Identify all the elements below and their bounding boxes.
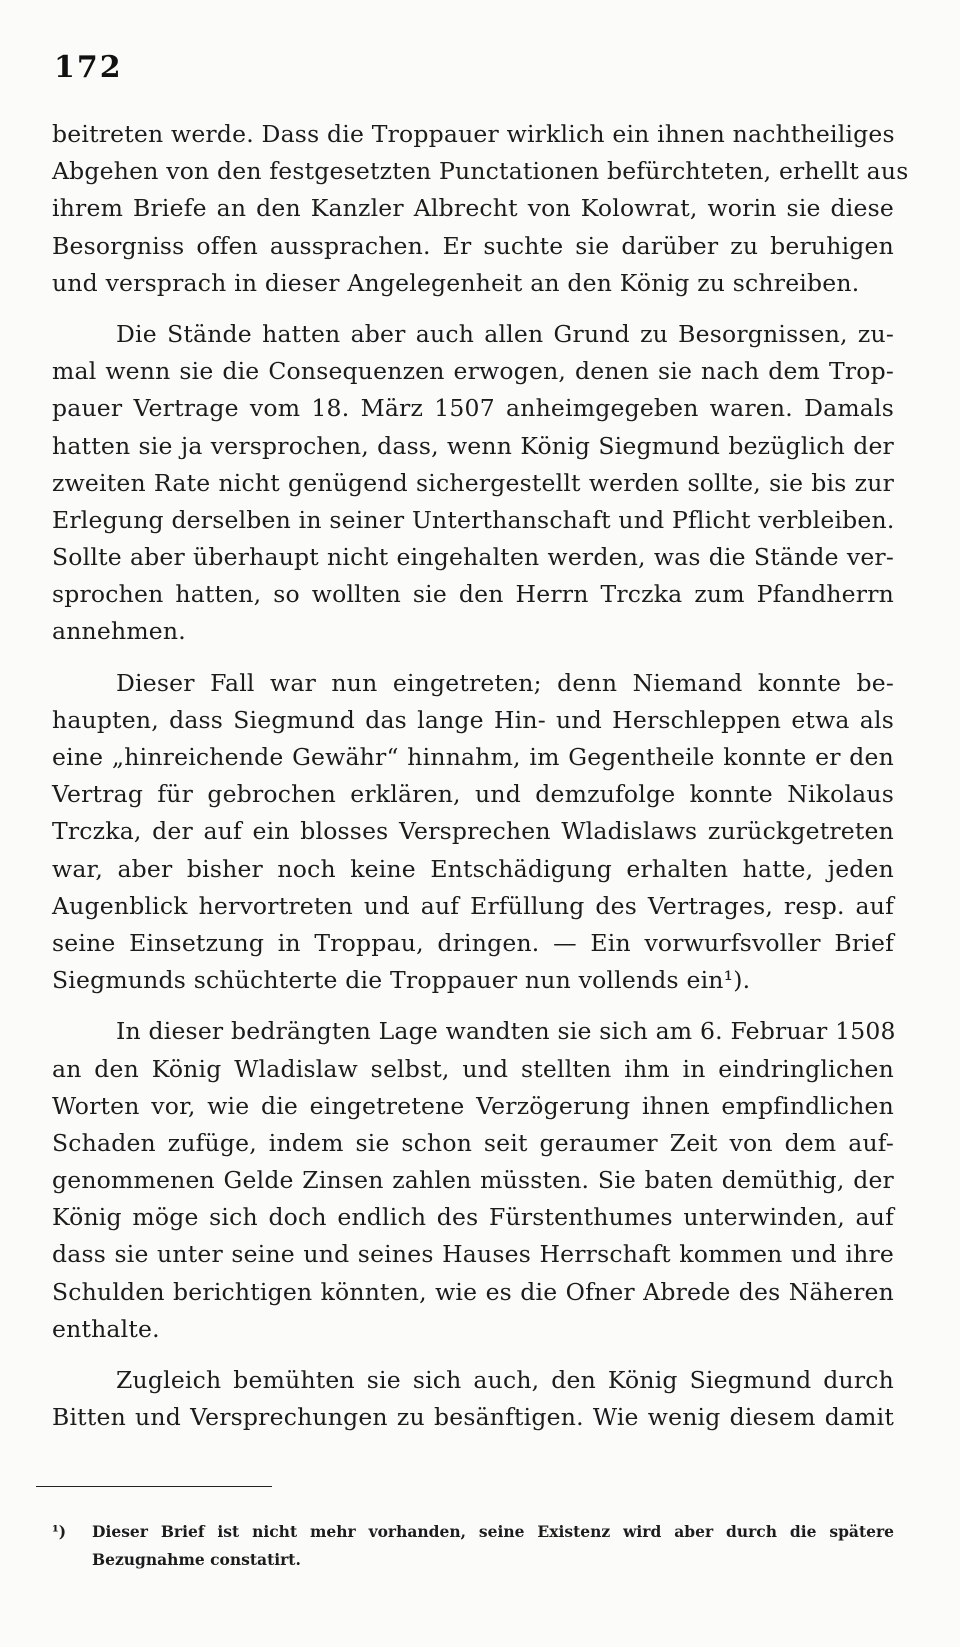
text-line: beitreten werde. Dass die Troppauer wirklich ein ihnen nachtheiliges	[52, 120, 895, 148]
text-line: dass sie unter seine und seines Hauses Herrschaft kommen und ihre	[52, 1240, 894, 1269]
text-line: Erlegung derselben in seiner Unterthanschaft und Pflicht verbleiben.	[52, 505, 895, 534]
text-line: seine Einsetzung in Troppau, dringen. — Ein vorwurfsvoller Brief	[52, 928, 894, 957]
text-line: Worten vor, wie die eingetretene Verzögerung ihnen empfindlichen	[52, 1091, 894, 1120]
text-line: Siegmunds schüchterte die Troppauer nun vollends ein¹).	[52, 966, 751, 995]
paragraph-4	[52, 1013, 894, 1348]
footnote-text: Dieser Brief ist nicht mehr vorhanden, seine Existenz wird aber durch die spätere	[92, 1522, 894, 1541]
body-text	[52, 116, 909, 1436]
text-line: und versprach in dieser Angelegenheit an den König zu schreiben.	[52, 268, 860, 297]
text-line: enthalte.	[52, 1314, 160, 1343]
text-line: In dieser bedrängten Lage wandten sie sich am 6. Februar 1508	[116, 1017, 896, 1046]
text-line: Abgehen von den festgesetzten Punctationen befürchteten, erhellt aus	[52, 157, 909, 186]
paragraph-1	[52, 116, 909, 302]
text-line: annehmen.	[52, 617, 186, 646]
text-line: Dieser Fall war nun eingetreten; denn Niemand konnte be-	[116, 668, 894, 697]
text-line: König möge sich doch endlich des Fürstenthumes unterwinden, auf	[52, 1203, 894, 1232]
footnote-marker: ¹)	[52, 1522, 67, 1541]
text-line: Augenblick hervortreten und auf Erfüllung des Vertrages, resp. auf	[52, 891, 894, 920]
text-line: Besorgniss offen aussprachen. Er suchte sie darüber zu beruhigen	[52, 231, 894, 260]
text-line: Zugleich bemühten sie sich auch, den König Siegmund durch	[116, 1366, 894, 1394]
text-line: ihrem Briefe an den Kanzler Albrecht von Kolowrat, worin sie diese	[52, 194, 894, 223]
text-line: Schaden zufüge, indem sie schon seit geraumer Zeit von dem auf-	[52, 1128, 894, 1157]
text-line: genommenen Gelde Zinsen zahlen müssten. Sie baten demüthig, der	[52, 1166, 894, 1195]
footnotes	[52, 1518, 894, 1574]
text-line: Sollte aber überhaupt nicht eingehalten werden, was die Stände ver-	[52, 543, 894, 572]
text-line: Trczka, der auf ein blosses Versprechen Wladislaws zurückgetreten	[52, 817, 894, 846]
text-line: haupten, dass Siegmund das lange Hin- und Herschleppen etwa als	[52, 705, 894, 734]
text-line: hatten sie ja versprochen, dass, wenn König Siegmund bezüglich der	[52, 431, 894, 460]
text-line: eine „hinreichende Gewähr“ hinnahm, im Gegentheile konnte er den	[52, 743, 894, 771]
footnote-line: Bezugnahme constatirt.	[92, 1550, 301, 1569]
text-line: Die Stände hatten aber auch allen Grund zu Besorgnissen, zu-	[116, 319, 894, 348]
text-line: zweiten Rate nicht genügend sichergestellt werden sollte, sie bis zur	[52, 468, 894, 497]
text-line: pauer Vertrage vom 18. März 1507 anheimgegeben waren. Damals	[52, 394, 894, 423]
text-line: mal wenn sie die Consequenzen erwogen, denen sie nach dem Trop-	[52, 357, 894, 386]
paragraph-3	[52, 665, 894, 1000]
text-line: Schulden berichtigen könnten, wie es die Ofner Abrede des Näheren	[52, 1277, 894, 1306]
text-line: sprochen hatten, so wollten sie den Herrn Trczka zum Pfandherrn	[52, 580, 894, 609]
paragraph-2	[52, 316, 894, 651]
text-line: Bitten und Versprechungen zu besänftigen. Wie wenig diesem damit	[52, 1403, 894, 1432]
text-line: an den König Wladislaw selbst, und stellten ihm in eindringlichen	[52, 1054, 894, 1083]
paragraph-5	[52, 1362, 894, 1436]
text-line: Vertrag für gebrochen erklären, und demzufolge konnte Nikolaus	[52, 780, 894, 809]
footnote-divider	[36, 1486, 272, 1487]
footnote-line	[52, 1518, 894, 1546]
page-number: 172	[54, 50, 123, 85]
text-line: war, aber bisher noch keine Entschädigung erhalten hatte, jeden	[52, 854, 894, 883]
